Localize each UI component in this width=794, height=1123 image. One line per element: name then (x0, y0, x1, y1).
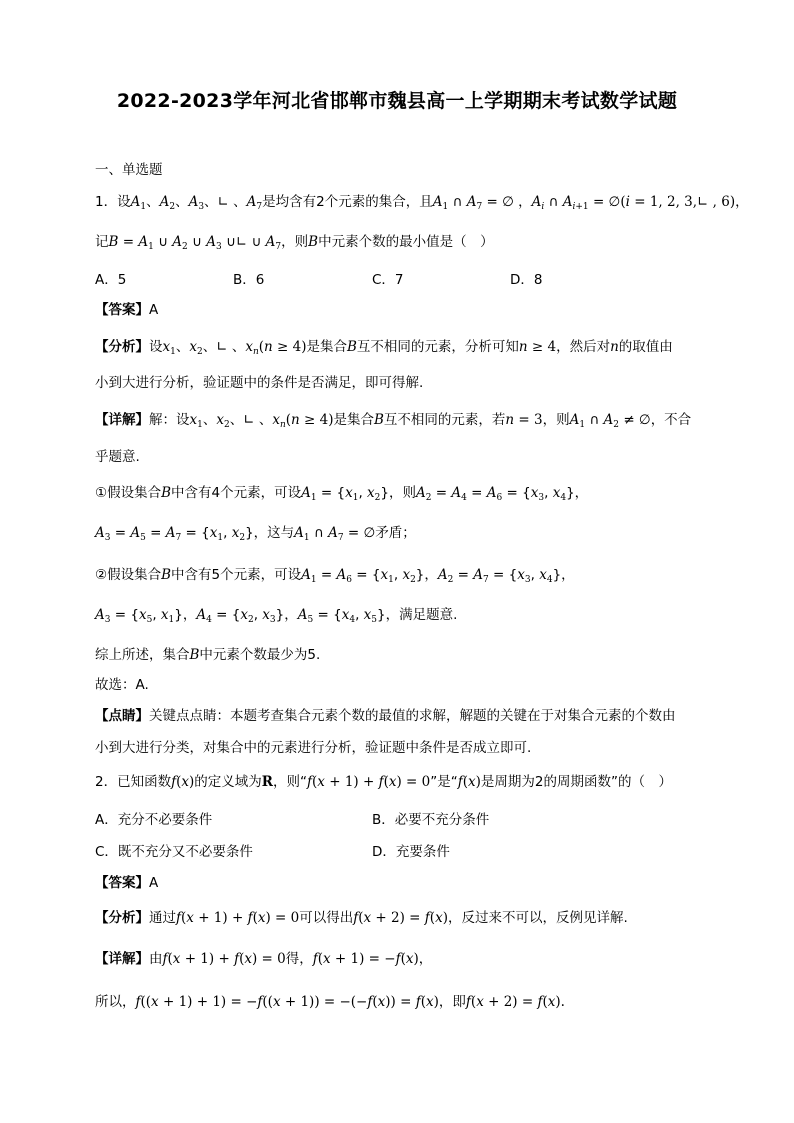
q1-detail-line1: 【详解】解：设$x_1$、$x_2$、∟ 、$x_n(n \ge 4)$是集合B互不相同的元素，若n = 3，则$A_1$ ∩ $A_2$ ≠ ∅，不合 (95, 412, 692, 430)
q1-summary: 综上所述，集合B中元素个数最少为5. (95, 647, 321, 663)
page-title: 2022-2023学年河北省邯郸市魏县高一上学期期末考试数学试题 (116, 90, 678, 112)
section-heading: 一、单选题 (95, 162, 163, 178)
q1-stem-line2: 记$B = A_1$ ∪ $A_2$ ∪ $A_3$ ∪∟ ∪ $A_7$，则B中元素个数的最小值是（ ） (95, 234, 494, 252)
q2-analysis: 【分析】通过f(x + 1) + f(x) = 0可以得出f(x + 2) = f(x)，反过来不可以，反例见详解. (95, 910, 628, 926)
q1-analysis-line2: 小到大进行分析，验证题中的条件是否满足，即可得解. (95, 375, 424, 391)
q1-option-d: D．8 (510, 272, 543, 288)
q2-answer: 【答案】A (95, 875, 159, 891)
q1-case2-line2: $A_3 = \{x_5$, $x_1$}，$A_4 = \{x_2$, $x_3$}，$A_5 = \{x_4$, $x_5$}，满足题意. (95, 607, 458, 625)
q1-analysis-line1: 【分析】设$x_1$、$x_2$、∟ 、$x_n(n \ge 4)$是集合B互不相同的元素，分析可知n ≥ 4，然后对n的取值由 (95, 339, 673, 357)
q1-comment-line2: 小到大进行分类，对集合中的元素进行分析，验证题中条件是否成立即可. (95, 740, 532, 756)
q1-choose: 故选：A. (95, 677, 149, 693)
q1-option-b: B．6 (233, 272, 265, 288)
q2-option-b: B．必要不充分条件 (372, 812, 490, 828)
q2-stem: 2．已知函数f(x)的定义域为R，则“f(x + 1) + f(x) = 0”是“f(x)是周期为2的周期函数”的（ ） (95, 774, 673, 790)
q2-detail-line1: 【详解】由f(x + 1) + f(x) = 0得，f(x + 1) = −f(x)， (95, 951, 433, 967)
q1-case1-line1: ①假设集合B中含有4个元素，可设$A_1 = \{x_1$, $x_2$}，则$A_2 = A_4 = A_6 = \{x_3$, $x_4$}， (95, 485, 589, 503)
q1-detail-line2: 乎题意. (95, 449, 140, 465)
q1-case1-line2: $A_3 = A_5 = A_7 = \{x_1$, $x_2$}，这与$A_1$ ∩ $A_7$ = ∅矛盾； (95, 525, 416, 543)
q2-option-c: C．既不充分又不必要条件 (95, 844, 253, 860)
q2-option-d: D．充要条件 (372, 844, 450, 860)
q1-option-c: C．7 (372, 272, 404, 288)
q1-answer: 【答案】A (95, 302, 159, 318)
q2-option-a: A．充分不必要条件 (95, 812, 213, 828)
q1-case2-line1: ②假设集合B中含有5个元素，可设$A_1 = A_6 = \{x_1$, $x_2$}，$A_2 = A_7 = \{x_3$, $x_4$}， (95, 567, 575, 585)
q1-option-a: A．5 (95, 272, 127, 288)
q1-stem-line1: 1．设$A_1$、$A_2$、$A_3$、∟ 、$A_7$是均含有2个元素的集合，且$A_1$ ∩ $A_7$ = ∅ ，$A_i$ ∩ $A_{i+1}$ = ∅(i = 1, 2, 3,∟ , 6)， (95, 194, 749, 212)
q1-comment-line1: 【点睛】关键点点睛：本题考查集合元素个数的最值的求解，解题的关键在于对集合元素的个数由 (95, 708, 676, 724)
q2-detail-line2: 所以，f((x + 1) + 1) = −f((x + 1)) = −(−f(x)) = f(x)，即f(x + 2) = f(x). (95, 994, 565, 1010)
